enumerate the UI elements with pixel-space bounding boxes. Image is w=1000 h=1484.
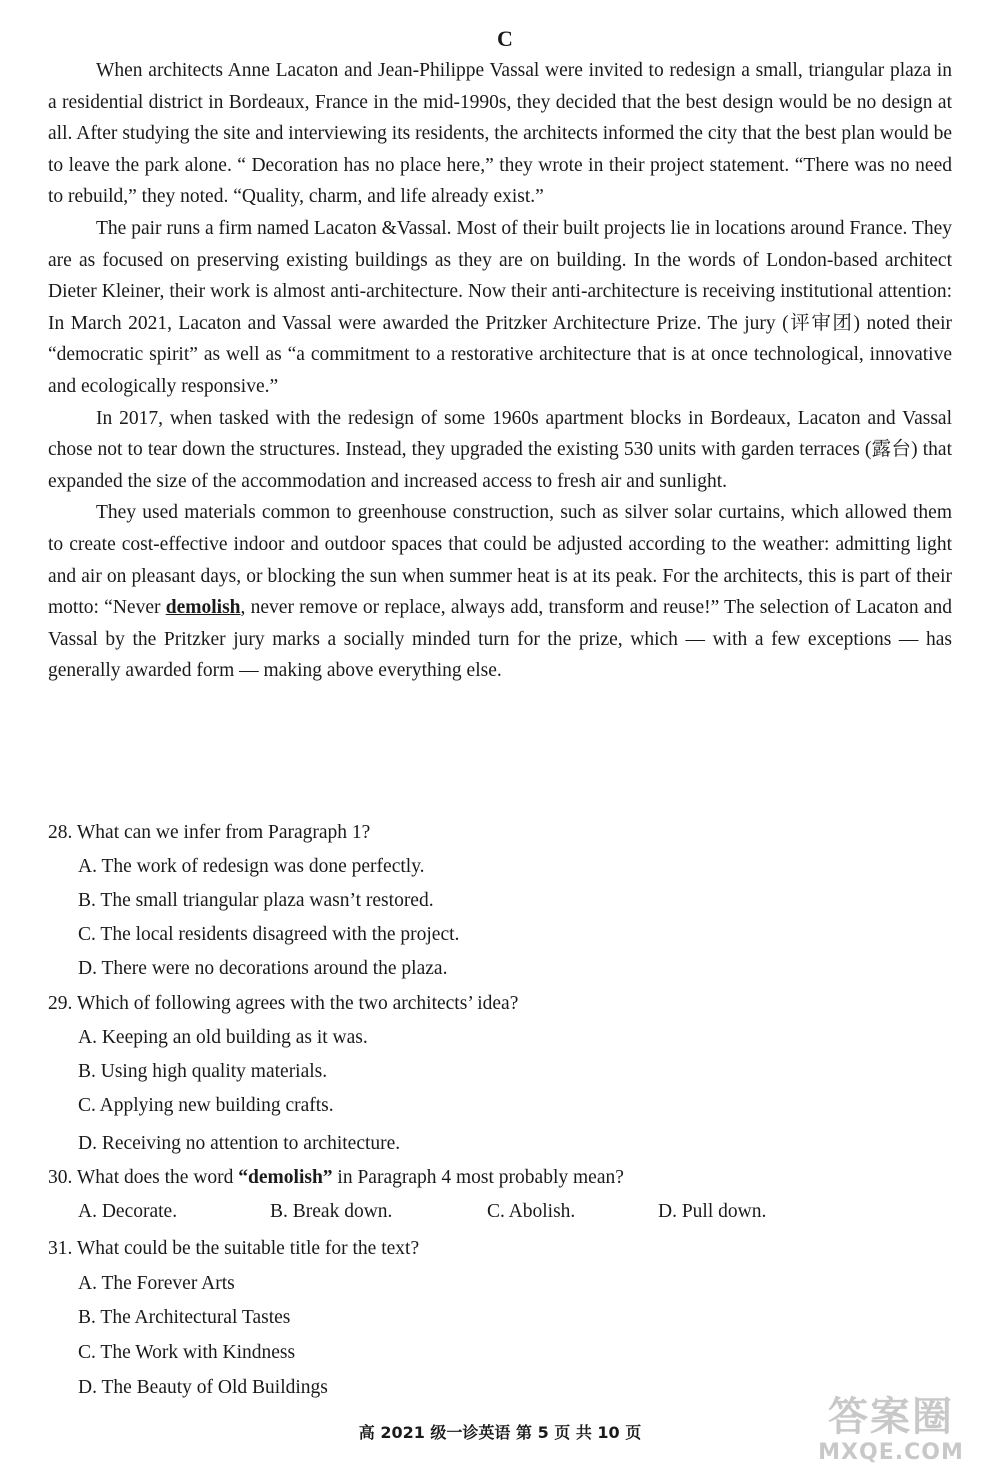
question-30-option-a[interactable]: A. Decorate. — [78, 1201, 178, 1222]
question-28-option-c[interactable]: C. The local residents disagreed with the project. — [78, 924, 460, 945]
paragraph-1: When architects Anne Lacaton and Jean-Philippe Vassal were invited to redesign a small, triangular plaza in a residential district in Bordeaux, France in the mid-1990s, they decided that the best design would be no design at all. After studying the site and interviewing its residents, the architects informed the city that the best plan would be to leave the park alone. “ Decoration has no place here,” they wrote in their project statement. “There was no need to rebuild,” they noted. “Quality, charm, and life already exist.” — [48, 60, 952, 208]
watermark-text: 答案圈 — [828, 1394, 954, 1440]
question-31-option-b[interactable]: B. The Architectural Tastes — [78, 1307, 291, 1328]
question-31-option-a[interactable]: A. The Forever Arts — [78, 1273, 235, 1294]
question-31-option-d[interactable]: D. The Beauty of Old Buildings — [78, 1377, 328, 1398]
question-29-option-c[interactable]: C. Applying new building crafts. — [78, 1095, 334, 1116]
question-30-stem — [48, 1166, 624, 1190]
question-28-stem: 28. What can we infer from Paragraph 1? — [48, 822, 371, 843]
paragraph-3: In 2017, when tasked with the redesign of some 1960s apartment blocks in Bordeaux, Lacaton and Vassal chose not to tear down the structures. Instead, they upgraded the existing 530 units with garden terraces (露台) that expanded the size of the accommodation and increased access to fresh air and sunlight. — [48, 407, 952, 492]
question-30-option-b[interactable]: B. Break down. — [270, 1201, 393, 1222]
paragraph-2: The pair runs a firm named Lacaton &Vassal. Most of their built projects lie in locations around France. They are as focused on preserving existing buildings as they are on building. In the words of London-based architect Dieter Kleiner, their work is almost anti-architecture. Now their anti-architecture is receiving institutional attention: In March 2021, Lacaton and Vassal were awarded the Pritzker Architecture Prize. The jury (评审团) noted their “democratic spirit” as well as “a commitment to a restorative architecture that is at once technological, innovative and ecologically responsive.” — [48, 217, 952, 397]
question-28-option-a[interactable]: A. The work of redesign was done perfectly. — [78, 856, 425, 877]
paragraph-4-part-1: They used materials common to greenhouse construction, such as silver solar curtains, which allowed them to create cost-effective indoor and outdoor spaces that could be adjusted according to the weather: admitting light and air on pleasant days, or blocking the sun when summer heat is at its peak. For the architects, this is part of their motto: “Never — [48, 502, 952, 619]
underlined-word-demolish: demolish — [165, 597, 241, 619]
question-30-keyword: “demolish” — [238, 1167, 333, 1188]
section-letter: C — [497, 26, 513, 51]
page-footer: 高 2021 级一诊英语 第 5 页 共 10 页 — [358, 1423, 642, 1442]
question-28-option-b[interactable]: B. The small triangular plaza wasn’t restored. — [78, 890, 434, 911]
question-30-option-d[interactable]: D. Pull down. — [658, 1201, 767, 1222]
question-28-option-d[interactable]: D. There were no decorations around the plaza. — [78, 958, 448, 979]
question-30-option-c[interactable]: C. Abolish. — [487, 1201, 576, 1222]
question-30-stem-part-1: 30. What does the word — [48, 1167, 239, 1188]
question-29-option-a[interactable]: A. Keeping an old building as it was. — [78, 1027, 368, 1048]
question-31-stem: 31. What could be the suitable title for the text? — [48, 1238, 420, 1259]
question-29-option-d[interactable]: D. Receiving no attention to architecture. — [78, 1133, 401, 1154]
question-29-option-b[interactable]: B. Using high quality materials. — [78, 1061, 328, 1082]
question-29-stem: 29. Which of following agrees with the two architects’ idea? — [48, 993, 519, 1014]
reading-passage — [48, 55, 952, 687]
watermark-url: MXQE.COM — [818, 1440, 964, 1465]
paragraph-4-part-2: , never remove or replace, always add, transform and reuse!” The selection of Lacaton and Vassal by the Pritzker jury marks a socially minded turn for the prize, which — with a few exceptions — has generally awarded form — making above everything else. — [48, 597, 953, 682]
watermark-logo — [796, 1394, 986, 1476]
question-31-option-c[interactable]: C. The Work with Kindness — [78, 1342, 296, 1363]
question-30-stem-part-2: in Paragraph 4 most probably mean? — [332, 1167, 624, 1188]
paragraph-4 — [48, 497, 952, 687]
